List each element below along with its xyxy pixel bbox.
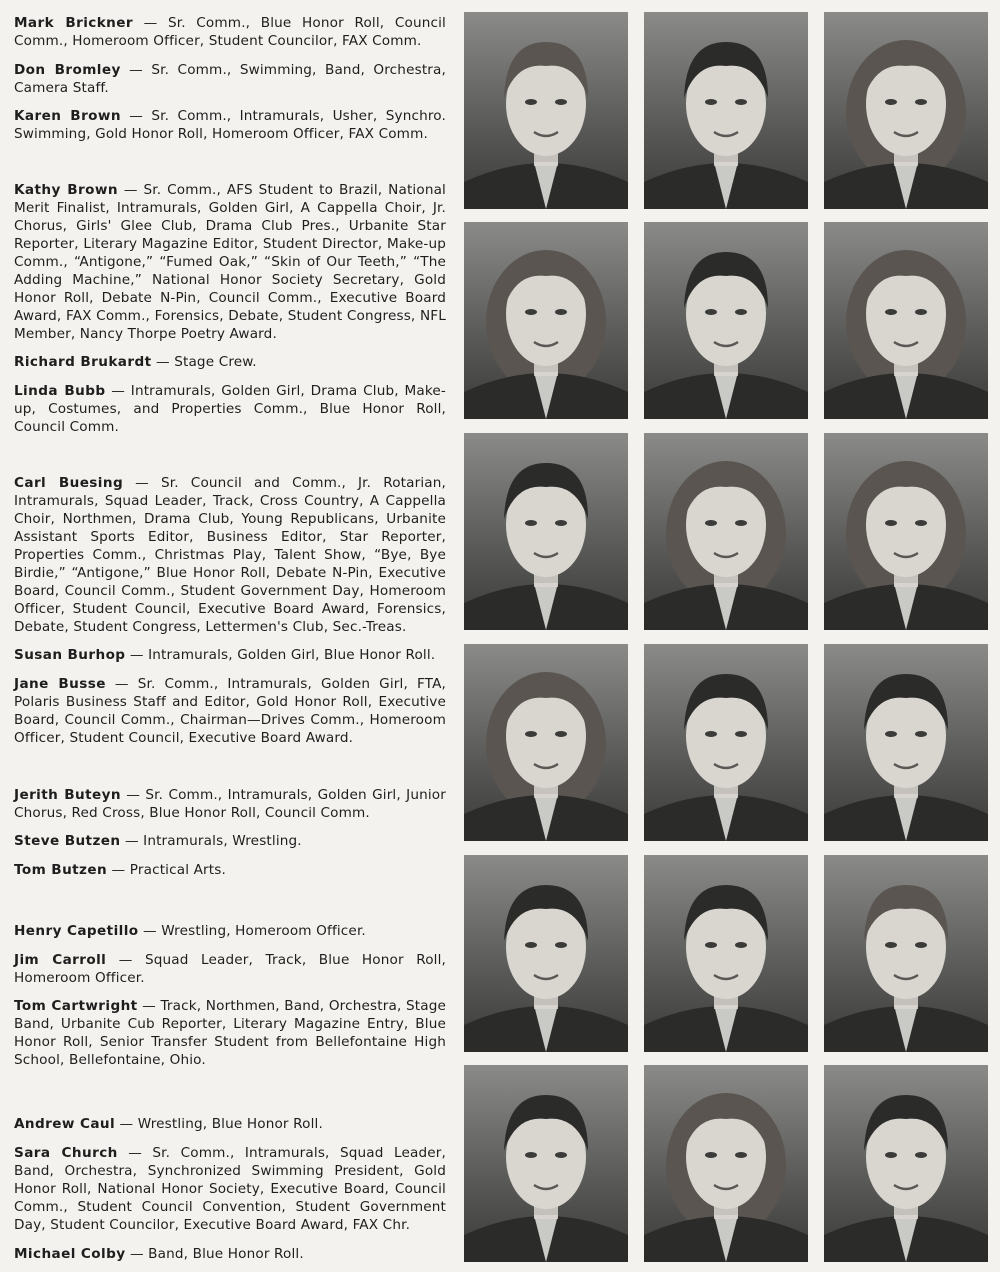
entry-jim-carroll — [14, 951, 446, 987]
entry-activities: Squad Leader, Track, Blue Honor Roll, Homeroom Officer. — [14, 952, 447, 986]
entry-activities: Sr. Comm., Intramurals, Golden Girl, FTA, Polaris Business Staff and Editor, Gold Honor Roll, Executive Board, Council Comm., Chairman—Drives Comm., Homeroom Officer, Student Council, Executive Board Award. — [14, 676, 446, 746]
entry-separator: — — [123, 475, 161, 491]
entry-jerith-buteyn — [14, 786, 446, 822]
entry-separator: — — [115, 1116, 138, 1132]
entry-separator: — — [120, 108, 152, 124]
entry-name: Tom Cartwright — [14, 998, 138, 1014]
entry-separator: — — [138, 923, 162, 939]
entry-name: Jim Carroll — [14, 952, 107, 968]
entry-separator: — — [151, 354, 175, 370]
entry-carl-buesing — [14, 474, 446, 636]
portrait-photo — [824, 1065, 988, 1262]
entry-separator: — — [117, 1145, 153, 1161]
portrait-photo — [824, 433, 988, 630]
entry-name: Kathy Brown — [14, 182, 118, 198]
entry-henry-capetillo — [14, 922, 446, 940]
entry-tom-butzen — [14, 861, 446, 879]
entry-separator: — — [106, 952, 145, 968]
entry-name: Carl Buesing — [14, 475, 124, 491]
entry-jane-busse — [14, 675, 446, 747]
portrait-photo — [464, 222, 628, 419]
portrait-photo — [644, 1065, 808, 1262]
portrait-photo — [464, 433, 628, 630]
entry-separator: — — [137, 998, 161, 1014]
entry-susan-burhop — [14, 646, 446, 664]
portrait-photo — [464, 12, 628, 209]
portrait-photo — [824, 12, 988, 209]
entry-activities: Intramurals, Golden Girl, Blue Honor Roll. — [148, 647, 436, 663]
entry-separator: — — [120, 833, 144, 849]
entry-name: Don Bromley — [14, 62, 121, 78]
entry-michael-colby — [14, 1245, 446, 1263]
entry-separator: — — [125, 647, 149, 663]
entry-activities: Wrestling, Blue Honor Roll. — [137, 1116, 323, 1132]
entry-separator: — — [117, 182, 144, 198]
entry-name: Mark Brickner — [14, 15, 133, 31]
entry-activities: Band, Blue Honor Roll. — [148, 1246, 304, 1262]
portrait-photo — [464, 1065, 628, 1262]
portrait-photo — [824, 644, 988, 841]
entry-activities: Sr. Comm., Intramurals, Usher, Synchro. Swimming, Gold Honor Roll, Homeroom Officer, FAX Comm. — [14, 108, 446, 142]
entry-activities: Sr. Council and Comm., Jr. Rotarian, Intramurals, Squad Leader, Track, Cross Country, A Cappella Choir, Northmen, Drama Club, Young Republicans, Urbanite Assistant Sports Editor, Business Editor, Star Reporter, Properties Comm., Christmas Play, Talent Show, “Bye, Bye Birdie,” “Antigone,” Blue Honor Roll, Debate N-Pin, Executive Board, Council Comm., Student Government Day, Homeroom Officer, Student Council, Executive Board Award, Forensics, Debate, Student Congress, Lettermen's Club, Sec.-Treas. — [14, 475, 446, 635]
entry-name: Susan Burhop — [14, 647, 126, 663]
entry-separator: — — [105, 383, 131, 399]
entry-separator: — — [105, 676, 138, 692]
portrait-photo — [644, 12, 808, 209]
entry-name: Henry Capetillo — [14, 923, 139, 939]
portrait-photo — [644, 644, 808, 841]
entry-name: Linda Bubb — [14, 383, 106, 399]
entry-mark-brickner — [14, 14, 446, 50]
entry-activities: Track, Northmen, Band, Orchestra, Stage Band, Urbanite Cub Reporter, Literary Magazine Entry, Blue Honor Roll, Senior Transfer Student from Bellefontaine High School, Bellefontaine, Ohio. — [14, 998, 447, 1068]
entry-name: Richard Brukardt — [14, 354, 152, 370]
portrait-photo — [824, 222, 988, 419]
entry-don-bromley — [14, 61, 446, 97]
entry-activities: Practical Arts. — [129, 862, 226, 878]
portrait-photo — [644, 222, 808, 419]
entry-activities: Sr. Comm., Swimming, Band, Orchestra, Camera Staff. — [14, 62, 446, 96]
portrait-photo — [644, 855, 808, 1052]
entry-steve-butzen — [14, 832, 446, 850]
entry-activities: Sr. Comm., Intramurals, Squad Leader, Band, Orchestra, Synchronized Swimming President, Gold Honor Roll, National Honor Society, Executive Board, Council Comm., Student Council Convention, Student Government Day, Student Councilor, Executive Board Award, FAX Chr. — [14, 1145, 447, 1233]
entry-name: Steve Butzen — [14, 833, 121, 849]
entry-separator: — — [125, 1246, 149, 1262]
entry-separator: — — [120, 787, 146, 803]
entry-activities: Stage Crew. — [174, 354, 257, 370]
entry-tom-cartwright — [14, 997, 446, 1069]
portrait-photo — [824, 855, 988, 1052]
entry-activities: Sr. Comm., Blue Honor Roll, Council Comm., Homeroom Officer, Student Councilor, FAX Comm. — [14, 15, 446, 49]
entry-activities: Intramurals, Wrestling. — [143, 833, 302, 849]
entry-activities: Sr. Comm., AFS Student to Brazil, National Merit Finalist, Intramurals, Golden Girl, A Cappella Choir, Jr. Chorus, Girls' Glee Club, Drama Club Pres., Urbanite Star Reporter, Literary Magazine Editor, Student Director, Make-up Comm., “Antigone,” “Fumed Oak,” “Skin of Our Teeth,” “The Adding Machine,” National Honor Society Secretary, Gold Honor Roll, Debate N-Pin, Council Comm., Executive Board Award, FAX Comm., Forensics, Debate, Student Congress, NFL Member, Nancy Thorpe Poetry Award. — [14, 182, 446, 342]
entry-activities: Wrestling, Homeroom Officer. — [161, 923, 366, 939]
entry-name: Andrew Caul — [14, 1116, 116, 1132]
entry-linda-bubb — [14, 382, 446, 436]
entry-separator: — — [132, 15, 168, 31]
entry-name: Karen Brown — [14, 108, 121, 124]
entry-activities: Sr. Comm., Intramurals, Golden Girl, Junior Chorus, Red Cross, Blue Honor Roll, Council Comm. — [14, 787, 446, 821]
entry-name: Jane Busse — [14, 676, 106, 692]
entry-sara-church — [14, 1144, 446, 1234]
entry-separator: — — [120, 62, 152, 78]
entry-karen-brown — [14, 107, 446, 143]
portrait-photo — [464, 855, 628, 1052]
entry-activities: Intramurals, Golden Girl, Drama Club, Make-up, Costumes, and Properties Comm., Blue Honor Roll, Council Comm. — [14, 383, 446, 435]
entry-name: Jerith Buteyn — [14, 787, 121, 803]
entry-richard-brukardt — [14, 353, 446, 371]
entry-name: Sara Church — [14, 1145, 118, 1161]
entry-andrew-caul — [14, 1115, 446, 1133]
portrait-photo — [644, 433, 808, 630]
entry-name: Michael Colby — [14, 1246, 126, 1262]
entry-kathy-brown — [14, 181, 446, 343]
entry-name: Tom Butzen — [14, 862, 108, 878]
portrait-photo — [464, 644, 628, 841]
portrait-grid — [464, 12, 988, 1262]
entry-separator: — — [107, 862, 130, 878]
